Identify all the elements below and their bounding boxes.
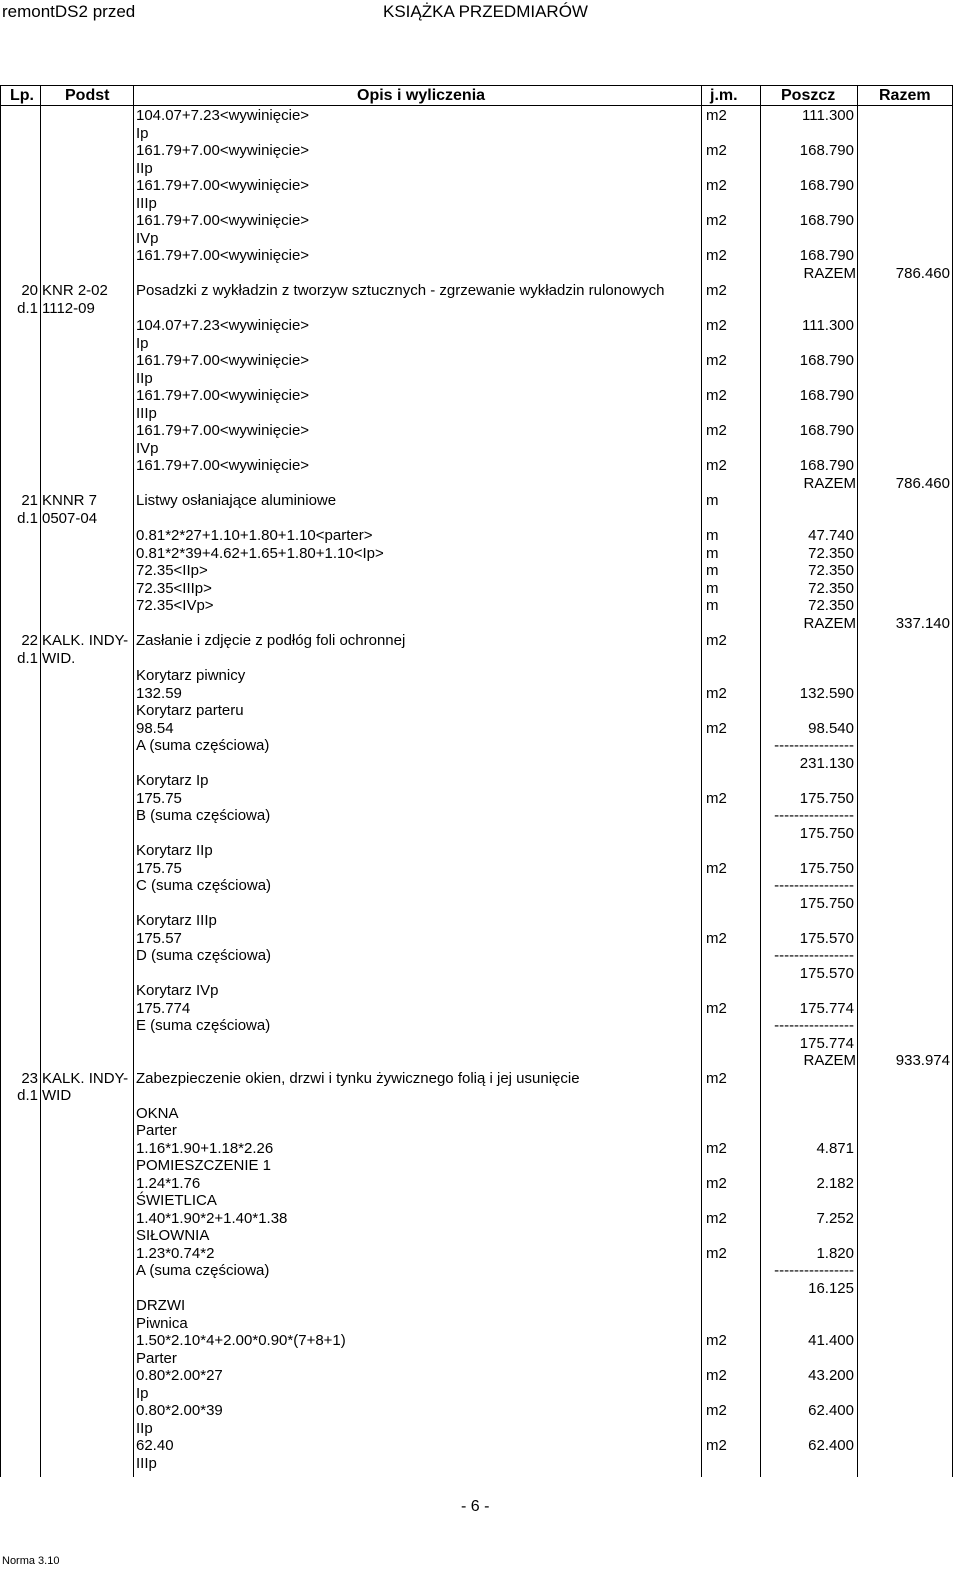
partial-value: ---------------- [774, 947, 854, 964]
calc-description: IIp [136, 159, 153, 177]
calc-description: IIp [136, 369, 153, 387]
partial-value: 111.300 [802, 107, 854, 124]
unit: m2 [706, 1174, 727, 1192]
calc-description: ŚWIETLICA [136, 1192, 217, 1209]
calc-description: 62.40 [136, 1437, 174, 1454]
calc-description: Korytarz parteru [136, 702, 244, 719]
partial-value: 72.350 [808, 544, 854, 562]
razem-value: 933.974 [895, 1052, 950, 1069]
razem-value: 786.460 [895, 264, 950, 282]
item-number: 22 [21, 632, 38, 649]
item-number: 21 [21, 492, 38, 509]
column-header-poszcz: Poszcz [781, 87, 836, 104]
calc-description: 132.59 [136, 684, 182, 702]
item-title: Zasłanie i zdjęcie z podłóg foli ochronnej [136, 632, 406, 649]
calc-description: POMIESZCZENIE 1 [136, 1157, 272, 1174]
razem-label: RAZEM [803, 264, 856, 282]
partial-value: 168.790 [799, 142, 854, 159]
partial-value: 175.750 [799, 859, 854, 877]
partial-value: 175.750 [799, 824, 854, 842]
calc-description: Parter [136, 1349, 177, 1367]
partial-value: ---------------- [774, 877, 854, 894]
calc-description: 175.75 [136, 789, 182, 807]
razem-label: RAZEM [803, 1052, 856, 1069]
calc-description: Korytarz IIIp [136, 912, 217, 929]
unit: m2 [706, 457, 727, 474]
document-title: remontDS2 przed [2, 2, 136, 21]
partial-value: ---------------- [774, 807, 854, 824]
table-header-border [0, 105, 952, 106]
partial-value: 231.130 [799, 754, 854, 772]
unit: m2 [706, 1209, 727, 1227]
item-basis: KALK. INDY- [42, 632, 129, 649]
calc-description: 1.24*1.76 [136, 1174, 201, 1192]
calc-description: Korytarz Ip [136, 772, 209, 789]
calc-description: 161.79+7.00<wywinięcie> [136, 457, 310, 474]
partial-value: 43.200 [808, 1367, 854, 1384]
item-basis: 1112-09 [42, 299, 95, 317]
column-header-razem: Razem [879, 87, 931, 104]
calc-description: 161.79+7.00<wywinięcie> [136, 142, 310, 159]
calc-description: 104.07+7.23<wywinięcie> [136, 317, 310, 334]
unit: m2 [706, 107, 727, 124]
calc-description: Korytarz IIp [136, 842, 213, 859]
partial-value: 111.300 [802, 317, 854, 334]
partial-value: 72.350 [808, 562, 854, 579]
unit: m2 [706, 387, 727, 404]
partial-value: 62.400 [808, 1402, 854, 1419]
partial-value: 168.790 [799, 177, 854, 194]
razem-label: RAZEM [803, 474, 856, 492]
partial-value: ---------------- [774, 1017, 854, 1034]
item-basis: WID. [42, 649, 76, 667]
calc-description: DRZWI [136, 1297, 186, 1314]
partial-value: 132.590 [799, 684, 854, 702]
unit: m2 [706, 684, 727, 702]
partial-value: 168.790 [799, 387, 854, 404]
calc-description: 175.75 [136, 859, 182, 877]
item-title: Listwy osłaniające aluminiowe [136, 492, 337, 509]
item-basis: KNR 2-02 [42, 282, 108, 299]
column-header-lp: Lp. [10, 87, 34, 104]
partial-value: 175.750 [799, 789, 854, 807]
calc-description: E (suma częściowa) [136, 1017, 271, 1034]
calc-description: 175.774 [136, 999, 191, 1017]
unit: m2 [706, 1437, 727, 1454]
unit: m2 [706, 1244, 727, 1262]
document-heading: KSIĄŻKA PRZEDMIARÓW [383, 2, 588, 21]
partial-value: 2.182 [816, 1174, 854, 1192]
unit: m [706, 579, 719, 597]
calc-description: Parter [136, 1122, 177, 1139]
table-top-border [0, 85, 952, 86]
unit: m2 [706, 422, 727, 439]
calc-description: B (suma częściowa) [136, 807, 271, 824]
razem-value: 337.140 [895, 614, 950, 632]
calc-description: IVp [136, 439, 159, 457]
calc-description: 161.79+7.00<wywinięcie> [136, 422, 310, 439]
calc-description: Ip [136, 1384, 149, 1402]
column-divider [857, 85, 858, 1477]
unit: m2 [706, 247, 727, 264]
unit: m [706, 492, 719, 509]
calc-description: 161.79+7.00<wywinięcie> [136, 387, 310, 404]
item-number: 20 [21, 282, 38, 299]
unit: m2 [706, 999, 727, 1017]
item-basis: KALK. INDY- [42, 1069, 129, 1087]
partial-value: 175.774 [799, 1034, 854, 1052]
unit: m2 [706, 1367, 727, 1384]
calc-description: 1.23*0.74*2 [136, 1244, 215, 1262]
calc-description: 161.79+7.00<wywinięcie> [136, 352, 310, 369]
partial-value: 72.350 [808, 597, 854, 614]
calc-description: 161.79+7.00<wywinięcie> [136, 177, 310, 194]
partial-value: 168.790 [799, 422, 854, 439]
partial-value: 175.750 [799, 894, 854, 912]
partial-value: 4.871 [816, 1139, 854, 1157]
item-basis: KNNR 7 [42, 492, 98, 509]
unit: m [706, 527, 719, 544]
partial-value: 175.570 [799, 964, 854, 982]
calc-description: A (suma częściowa) [136, 737, 270, 754]
calc-description: 98.54 [136, 719, 174, 737]
unit: m2 [706, 632, 727, 649]
calc-description: IIIp [136, 404, 157, 422]
unit: m2 [706, 317, 727, 334]
razem-label: RAZEM [803, 614, 856, 632]
calc-description: 72.35<IIp> [136, 562, 208, 579]
calc-description: Ip [136, 334, 149, 352]
partial-value: 168.790 [799, 352, 854, 369]
calc-description: IIp [136, 1419, 153, 1437]
calc-description: 0.80*2.00*39 [136, 1402, 223, 1419]
partial-value: 175.570 [799, 929, 854, 947]
calc-description: 0.81*2*39+4.62+1.65+1.80+1.10<Ip> [136, 544, 384, 562]
unit: m2 [706, 789, 727, 807]
unit: m2 [706, 859, 727, 877]
footer-version: Norma 3.10 [2, 1555, 60, 1567]
unit: m2 [706, 212, 727, 229]
item-number: d.1 [17, 1087, 38, 1104]
unit: m2 [706, 1332, 727, 1349]
unit: m2 [706, 352, 727, 369]
calc-description: Piwnica [136, 1314, 188, 1332]
item-number: d.1 [17, 299, 38, 317]
partial-value: 98.540 [808, 719, 854, 737]
column-divider [760, 85, 761, 1477]
partial-value: 7.252 [816, 1209, 854, 1227]
unit: m [706, 597, 719, 614]
calc-description: SIŁOWNIA [136, 1227, 210, 1244]
item-number: 23 [21, 1069, 38, 1087]
calc-description: Korytarz piwnicy [136, 667, 246, 684]
calc-description: 0.81*2*27+1.10+1.80+1.10<parter> [136, 527, 373, 544]
partial-value: 175.774 [799, 999, 854, 1017]
column-divider [133, 85, 134, 1477]
item-basis: WID [42, 1087, 72, 1104]
column-header-opis: Opis i wyliczenia [357, 87, 486, 104]
unit: m2 [706, 142, 727, 159]
column-header-jm: j.m. [710, 87, 738, 104]
calc-description: 1.40*1.90*2+1.40*1.38 [136, 1209, 288, 1227]
unit: m2 [706, 1139, 727, 1157]
partial-value: ---------------- [774, 737, 854, 754]
partial-value: 168.790 [799, 247, 854, 264]
partial-value: 16.125 [808, 1279, 854, 1297]
calc-description: 1.16*1.90+1.18*2.26 [136, 1139, 274, 1157]
column-divider [701, 85, 702, 1477]
partial-value: 1.820 [816, 1244, 854, 1262]
calc-description: C (suma częściowa) [136, 877, 272, 894]
column-divider [40, 85, 41, 1477]
unit: m2 [706, 1069, 727, 1087]
calc-description: D (suma częściowa) [136, 947, 272, 964]
calc-description: 161.79+7.00<wywinięcie> [136, 247, 310, 264]
partial-value: 62.400 [808, 1437, 854, 1454]
partial-value: 168.790 [799, 457, 854, 474]
column-header-podst: Podst [65, 87, 110, 104]
calc-description: Korytarz IVp [136, 982, 219, 999]
calc-description: 72.35<IVp> [136, 597, 214, 614]
partial-value: ---------------- [774, 1262, 854, 1279]
unit: m2 [706, 929, 727, 947]
item-basis: 0507-04 [42, 509, 98, 527]
calc-description: 1.50*2.10*4+2.00*0.90*(7+8+1) [136, 1332, 346, 1349]
table-border-right [952, 85, 953, 1477]
page-number: - 6 - [461, 1498, 490, 1515]
calc-description: 0.80*2.00*27 [136, 1367, 223, 1384]
calc-description: 104.07+7.23<wywinięcie> [136, 107, 310, 124]
partial-value: 41.400 [808, 1332, 854, 1349]
partial-value: 47.740 [808, 527, 854, 544]
partial-value: 168.790 [799, 212, 854, 229]
calc-description: 72.35<IIIp> [136, 579, 212, 597]
calc-description: 161.79+7.00<wywinięcie> [136, 212, 310, 229]
calc-description: Ip [136, 124, 149, 142]
item-number: d.1 [17, 509, 38, 527]
unit: m2 [706, 177, 727, 194]
unit: m [706, 562, 719, 579]
calc-description: IVp [136, 229, 159, 247]
razem-value: 786.460 [895, 474, 950, 492]
calc-description: IIIp [136, 194, 157, 212]
item-title: Zabezpieczenie okien, drzwi i tynku żywicznego folią i jej usunięcie [136, 1069, 580, 1087]
unit: m [706, 544, 719, 562]
partial-value: 72.350 [808, 579, 854, 597]
item-number: d.1 [17, 649, 38, 667]
calc-description: 175.57 [136, 929, 182, 947]
item-title: Posadzki z wykładzin z tworzyw sztucznych - zgrzewanie wykładzin rulonowych [136, 282, 665, 299]
calc-description: IIIp [136, 1454, 157, 1472]
unit: m2 [706, 719, 727, 737]
calc-description: A (suma częściowa) [136, 1262, 270, 1279]
calc-description: OKNA [136, 1104, 179, 1122]
unit: m2 [706, 282, 727, 299]
unit: m2 [706, 1402, 727, 1419]
